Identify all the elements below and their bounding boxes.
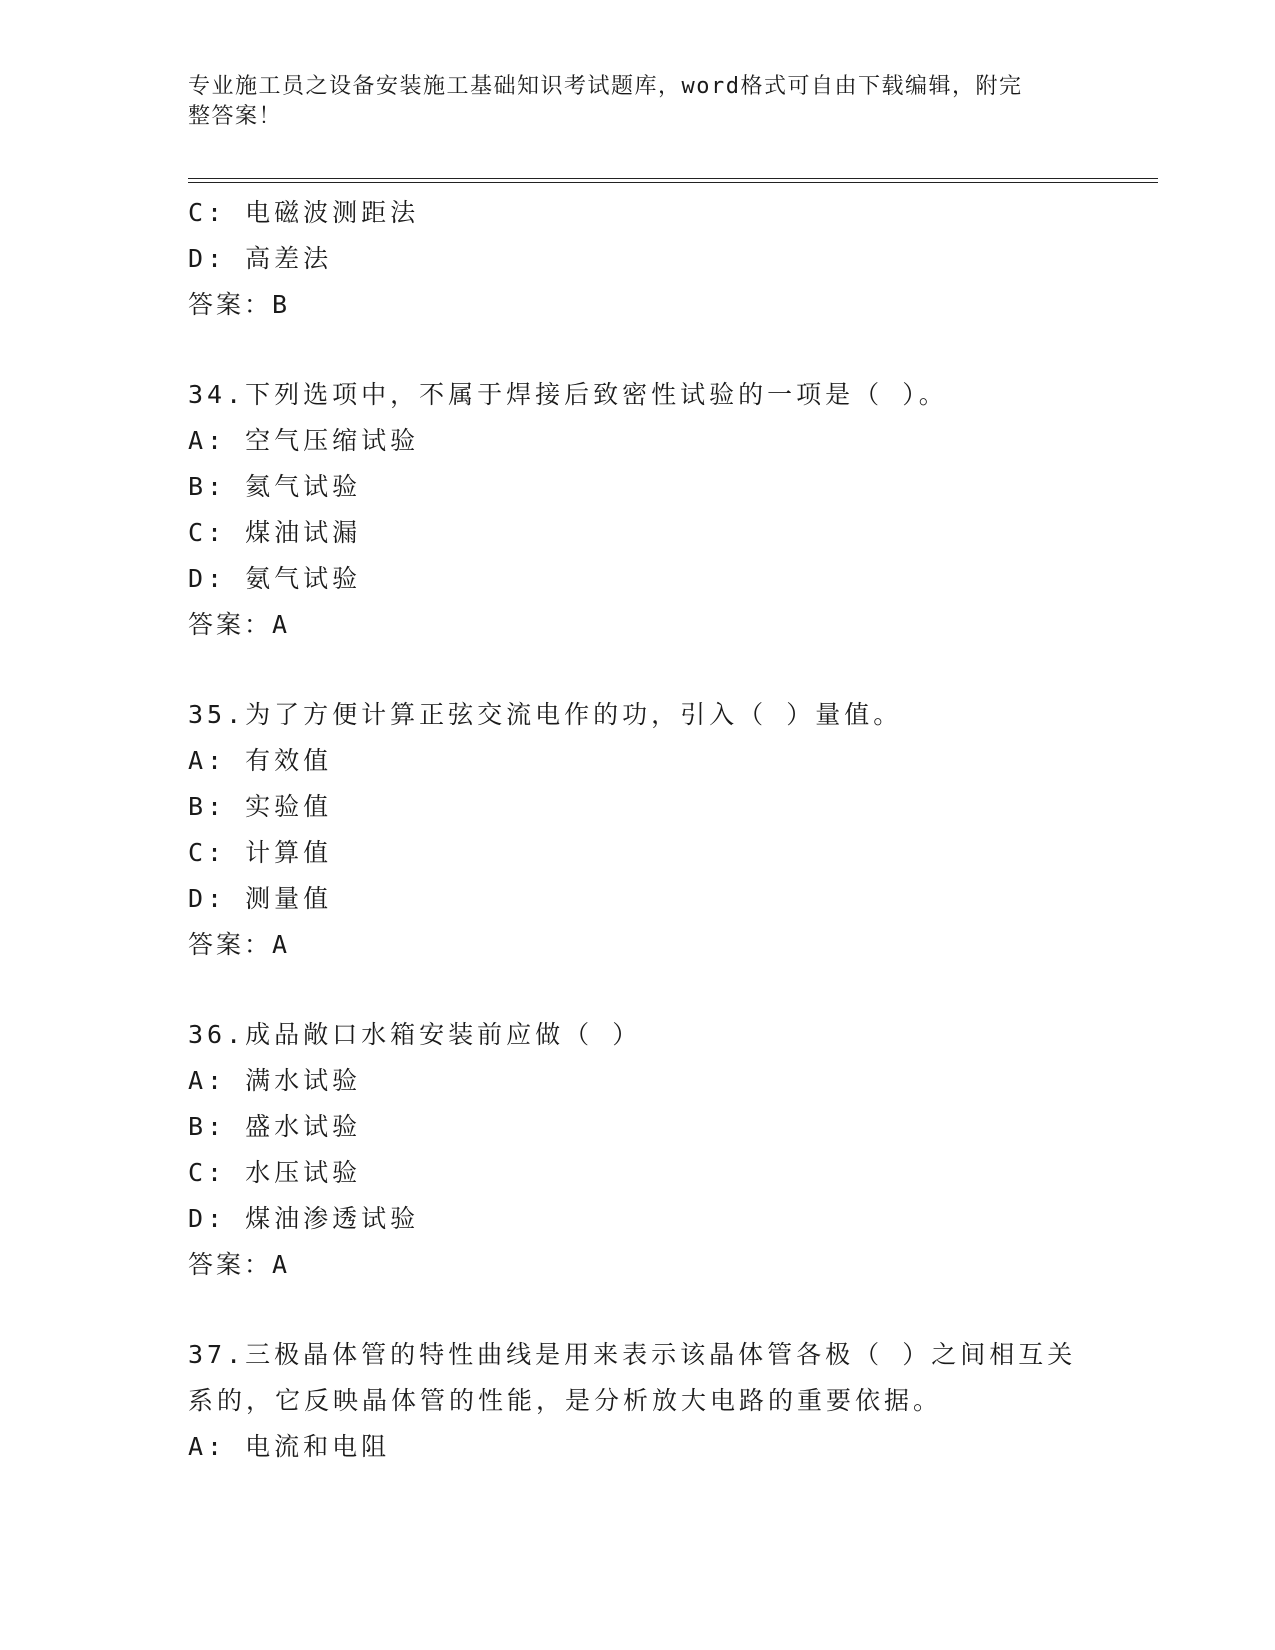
answer-label: 答案： [188, 930, 273, 959]
header-line-2: 整答案！ [188, 104, 283, 129]
option-label: B: [188, 472, 227, 501]
question-stem-line-2: 系的，它反映晶体管的性能，是分析放大电路的重要依据。 [188, 1386, 943, 1415]
option-line [188, 876, 1088, 922]
answer-value: B [272, 290, 291, 319]
answer-value: A [272, 610, 291, 639]
option-text: 氨气试验 [245, 564, 362, 593]
question-37 [188, 1332, 1088, 1470]
option-text: 煤油试漏 [245, 518, 362, 547]
question-content [188, 190, 1088, 1470]
answer-label: 答案： [188, 290, 273, 319]
option-label: A: [188, 426, 227, 455]
option-line [188, 1058, 1088, 1104]
option-line [188, 1424, 1088, 1470]
option-line [188, 190, 1088, 236]
question-34 [188, 372, 1088, 648]
answer-value: A [272, 930, 291, 959]
option-text: 满水试验 [245, 1066, 362, 1095]
question-36 [188, 1012, 1088, 1288]
option-line [188, 1196, 1088, 1242]
answer-line [188, 602, 1088, 648]
option-label: C: [188, 838, 227, 867]
option-label: B: [188, 792, 227, 821]
answer-value: A [272, 1250, 291, 1279]
option-text: 水压试验 [245, 1158, 362, 1187]
option-text: 有效值 [245, 746, 333, 775]
option-text: 高差法 [245, 244, 333, 273]
option-line [188, 236, 1088, 282]
option-label: C: [188, 198, 227, 227]
option-line [188, 418, 1088, 464]
option-text: 盛水试验 [245, 1112, 362, 1141]
option-text: 煤油渗透试验 [245, 1204, 420, 1233]
option-text: 电流和电阻 [245, 1432, 391, 1461]
option-text: 实验值 [245, 792, 333, 821]
option-label: A: [188, 1066, 227, 1095]
header-line-1: 专业施工员之设备安装施工基础知识考试题库，word格式可自由下载编辑，附完 [188, 74, 1023, 99]
option-label: D: [188, 244, 227, 273]
option-text: 氦气试验 [245, 472, 362, 501]
option-text: 测量值 [245, 884, 333, 913]
option-label: C: [188, 1158, 227, 1187]
option-label: A: [188, 1432, 227, 1461]
option-line [188, 510, 1088, 556]
header-divider [188, 178, 1158, 183]
question-35 [188, 692, 1088, 968]
option-line [188, 464, 1088, 510]
document-header [188, 72, 1068, 132]
answer-label: 答案： [188, 1250, 273, 1279]
answer-line [188, 282, 1088, 328]
option-line [188, 556, 1088, 602]
question-stem: 34.下列选项中，不属于焊接后致密性试验的一项是（ ）。 [188, 380, 948, 409]
option-text: 计算值 [245, 838, 333, 867]
option-text: 电磁波测距法 [245, 198, 420, 227]
option-label: D: [188, 564, 227, 593]
option-line [188, 1104, 1088, 1150]
answer-line [188, 1242, 1088, 1288]
option-label: D: [188, 884, 227, 913]
option-line [188, 1150, 1088, 1196]
option-label: D: [188, 1204, 227, 1233]
option-text: 空气压缩试验 [245, 426, 420, 455]
answer-line [188, 922, 1088, 968]
answer-label: 答案： [188, 610, 273, 639]
question-stem: 35.为了方便计算正弦交流电作的功，引入（ ）量值。 [188, 700, 903, 729]
option-line [188, 784, 1088, 830]
question-stem-line-1: 37.三极晶体管的特性曲线是用来表示该晶体管各极（ ）之间相互关 [188, 1340, 1077, 1369]
option-line [188, 830, 1088, 876]
option-line [188, 738, 1088, 784]
option-label: A: [188, 746, 227, 775]
option-label: C: [188, 518, 227, 547]
carryover-block [188, 190, 1088, 328]
option-label: B: [188, 1112, 227, 1141]
question-stem: 36.成品敞口水箱安装前应做（ ） [188, 1020, 642, 1049]
